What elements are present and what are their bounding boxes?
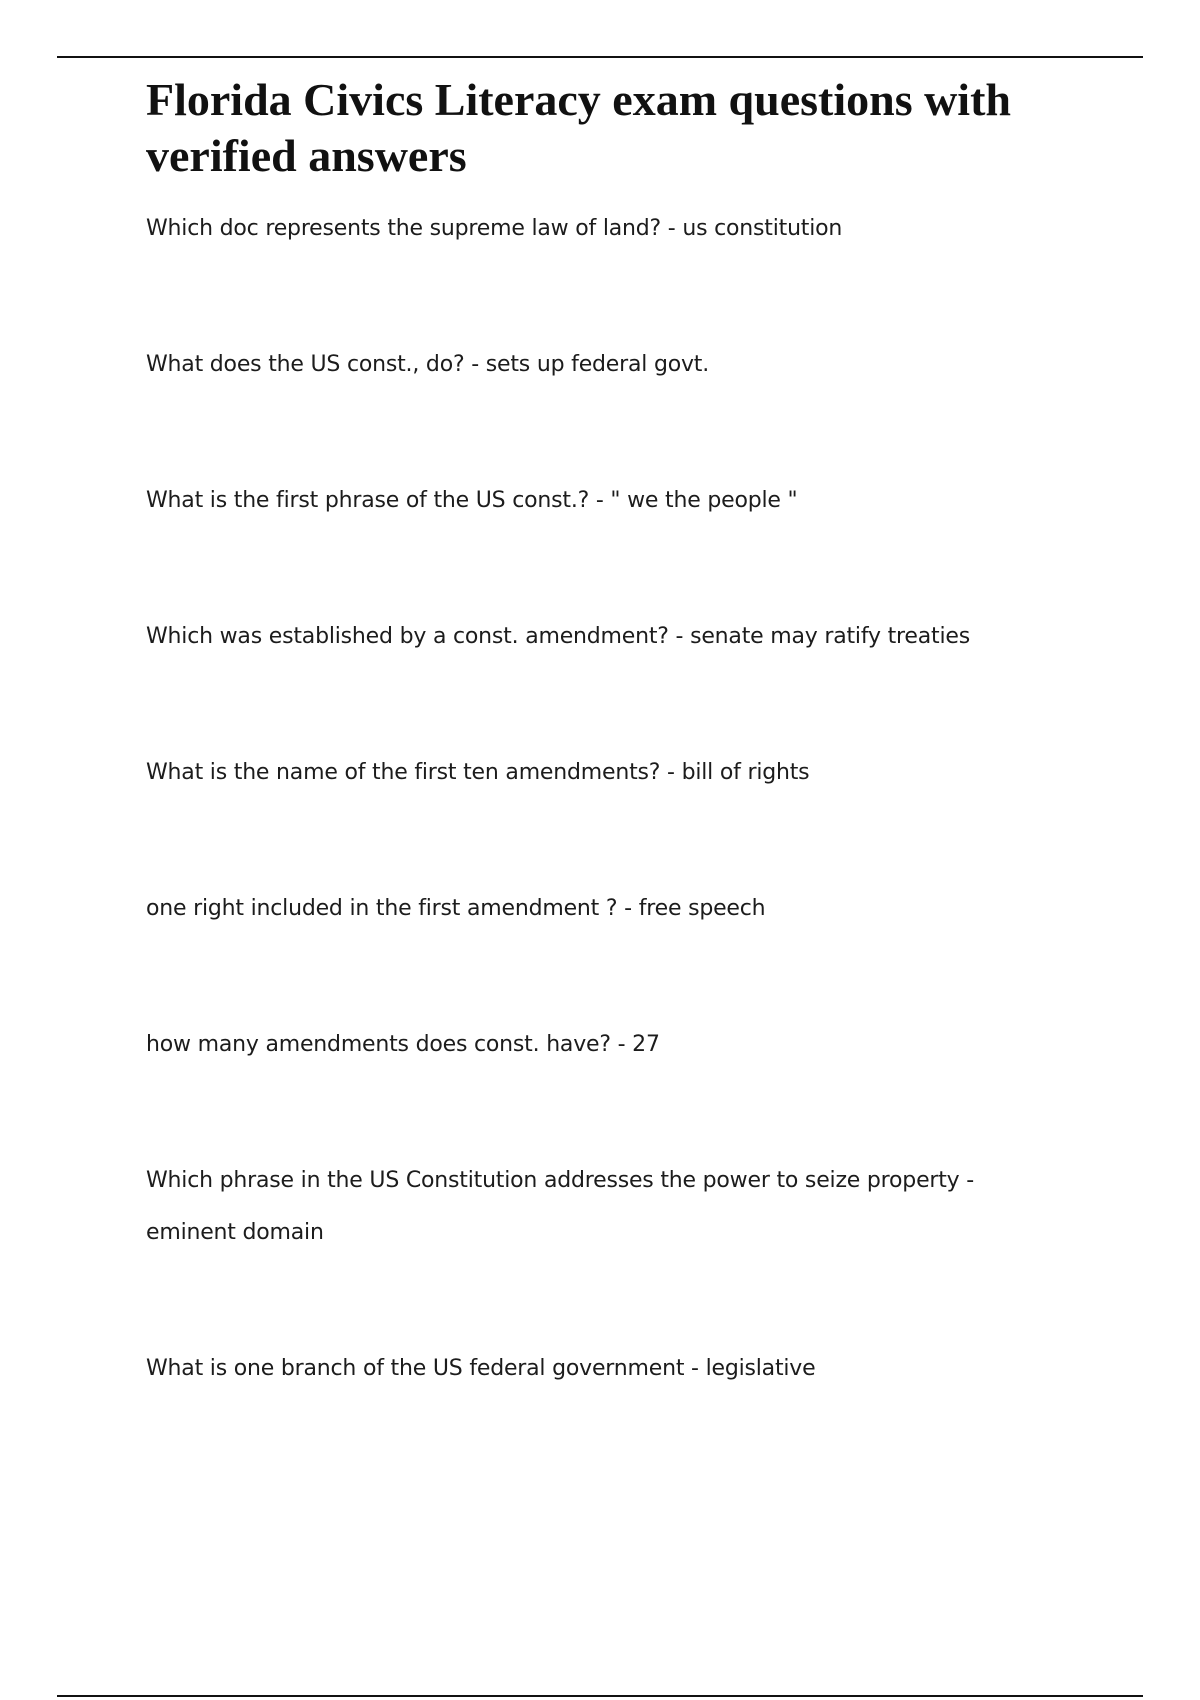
qa-item-7: how many amendments does const. have? - 27 [146,1032,660,1057]
qa-item-1: Which doc represents the supreme law of land? - us constitution [146,216,843,241]
qa-item-8: Which phrase in the US Constitution addresses the power to seize property - eminent domain [146,1168,975,1245]
top-rule [57,56,1143,58]
qa-item-5: What is the name of the first ten amendments? - bill of rights [146,760,810,785]
qa-item-3: What is the first phrase of the US const.? - " we the people " [146,488,798,513]
qa-item-6: one right included in the first amendment ? - free speech [146,896,766,921]
bottom-rule [57,1695,1143,1697]
qa-item-9: What is one branch of the US federal government - legislative [146,1356,816,1381]
document-title: Florida Civics Literacy exam questions with verified answers [146,74,1011,181]
qa-item-2: What does the US const., do? - sets up federal govt. [146,352,710,377]
qa-item-4: Which was established by a const. amendment? - senate may ratify treaties [146,624,970,649]
